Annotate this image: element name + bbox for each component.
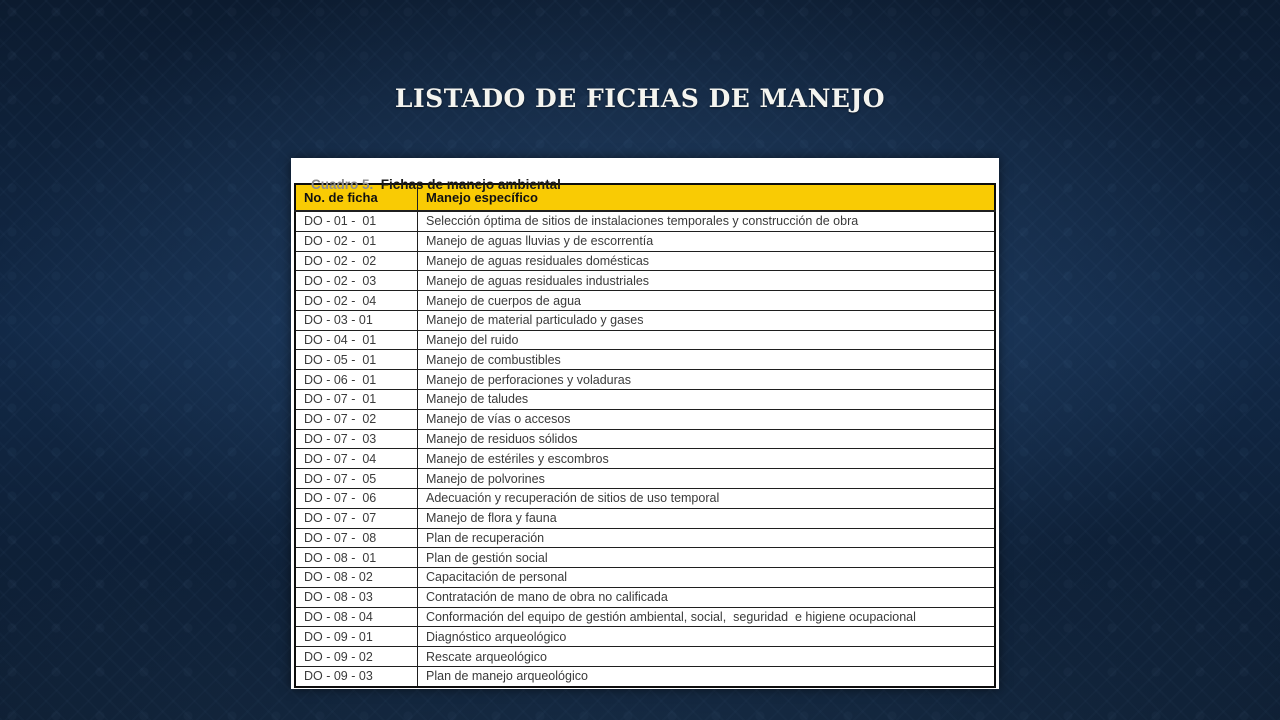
manejo-cell: Manejo de flora y fauna bbox=[418, 508, 996, 528]
ficha-cell: DO - 07 - 05 bbox=[295, 469, 418, 489]
table-row bbox=[295, 271, 995, 291]
table-row bbox=[295, 291, 995, 311]
table-row bbox=[295, 508, 995, 528]
manejo-cell: Manejo de aguas residuales industriales bbox=[418, 271, 996, 291]
table-row bbox=[295, 429, 995, 449]
manejo-cell: Diagnóstico arqueológico bbox=[418, 627, 996, 647]
table-row bbox=[295, 449, 995, 469]
ficha-cell: DO - 07 - 04 bbox=[295, 449, 418, 469]
manejo-cell: Manejo de residuos sólidos bbox=[418, 429, 996, 449]
table-caption bbox=[294, 159, 996, 192]
manejo-cell: Manejo de material particulado y gases bbox=[418, 310, 996, 330]
column-header-ficha: No. de ficha bbox=[295, 184, 418, 211]
manejo-cell: Conformación del equipo de gestión ambiental, social, seguridad e higiene ocupacional bbox=[418, 607, 996, 627]
fichas-table bbox=[294, 183, 996, 688]
table-row bbox=[295, 211, 995, 231]
ficha-cell: DO - 09 - 01 bbox=[295, 627, 418, 647]
manejo-cell: Contratación de mano de obra no calificada bbox=[418, 587, 996, 607]
ficha-cell: DO - 02 - 03 bbox=[295, 271, 418, 291]
column-header-manejo: Manejo específico bbox=[418, 184, 996, 211]
manejo-cell: Plan de recuperación bbox=[418, 528, 996, 548]
table-row bbox=[295, 607, 995, 627]
ficha-cell: DO - 09 - 03 bbox=[295, 666, 418, 686]
table-row bbox=[295, 528, 995, 548]
ficha-cell: DO - 07 - 01 bbox=[295, 390, 418, 410]
ficha-cell: DO - 03 - 01 bbox=[295, 310, 418, 330]
table-row bbox=[295, 548, 995, 568]
table-row bbox=[295, 310, 995, 330]
manejo-cell: Capacitación de personal bbox=[418, 568, 996, 588]
ficha-cell: DO - 08 - 03 bbox=[295, 587, 418, 607]
manejo-cell: Plan de manejo arqueológico bbox=[418, 666, 996, 686]
table-row bbox=[295, 568, 995, 588]
slide-title: LISTADO DE FICHAS DE MANEJO bbox=[394, 84, 886, 113]
manejo-cell: Rescate arqueológico bbox=[418, 647, 996, 667]
table-row bbox=[295, 409, 995, 429]
ficha-cell: DO - 04 - 01 bbox=[295, 330, 418, 350]
ficha-cell: DO - 02 - 01 bbox=[295, 231, 418, 251]
table-row bbox=[295, 390, 995, 410]
manejo-cell: Manejo de aguas lluvias y de escorrentía bbox=[418, 231, 996, 251]
ficha-cell: DO - 05 - 01 bbox=[295, 350, 418, 370]
ficha-cell: DO - 07 - 06 bbox=[295, 488, 418, 508]
manejo-cell: Manejo de perforaciones y voladuras bbox=[418, 370, 996, 390]
table-caption-number: Cuadro 5. bbox=[311, 177, 381, 192]
table-row bbox=[295, 370, 995, 390]
table-row bbox=[295, 231, 995, 251]
ficha-cell: DO - 02 - 02 bbox=[295, 251, 418, 271]
ficha-cell: DO - 08 - 02 bbox=[295, 568, 418, 588]
ficha-cell: DO - 08 - 04 bbox=[295, 607, 418, 627]
ficha-cell: DO - 07 - 07 bbox=[295, 508, 418, 528]
table-row bbox=[295, 488, 995, 508]
table-panel bbox=[291, 158, 999, 689]
manejo-cell: Manejo de taludes bbox=[418, 390, 996, 410]
ficha-cell: DO - 07 - 03 bbox=[295, 429, 418, 449]
manejo-cell: Manejo de vías o accesos bbox=[418, 409, 996, 429]
manejo-cell: Adecuación y recuperación de sitios de uso temporal bbox=[418, 488, 996, 508]
table-row bbox=[295, 330, 995, 350]
table-row bbox=[295, 627, 995, 647]
table-row bbox=[295, 469, 995, 489]
manejo-cell: Manejo de cuerpos de agua bbox=[418, 291, 996, 311]
table-row bbox=[295, 666, 995, 686]
ficha-cell: DO - 01 - 01 bbox=[295, 211, 418, 231]
table-row bbox=[295, 587, 995, 607]
ficha-cell: DO - 06 - 01 bbox=[295, 370, 418, 390]
manejo-cell: Manejo de aguas residuales domésticas bbox=[418, 251, 996, 271]
manejo-cell: Manejo de polvorines bbox=[418, 469, 996, 489]
manejo-cell: Manejo del ruido bbox=[418, 330, 996, 350]
manejo-cell: Plan de gestión social bbox=[418, 548, 996, 568]
table-row bbox=[295, 251, 995, 271]
ficha-cell: DO - 02 - 04 bbox=[295, 291, 418, 311]
ficha-cell: DO - 09 - 02 bbox=[295, 647, 418, 667]
table-body bbox=[295, 211, 995, 687]
manejo-cell: Selección óptima de sitios de instalaciones temporales y construcción de obra bbox=[418, 211, 996, 231]
manejo-cell: Manejo de combustibles bbox=[418, 350, 996, 370]
table-row bbox=[295, 350, 995, 370]
ficha-cell: DO - 07 - 08 bbox=[295, 528, 418, 548]
table-row bbox=[295, 647, 995, 667]
table-caption-title: Fichas de manejo ambiental bbox=[380, 177, 561, 192]
ficha-cell: DO - 07 - 02 bbox=[295, 409, 418, 429]
manejo-cell: Manejo de estériles y escombros bbox=[418, 449, 996, 469]
ficha-cell: DO - 08 - 01 bbox=[295, 548, 418, 568]
